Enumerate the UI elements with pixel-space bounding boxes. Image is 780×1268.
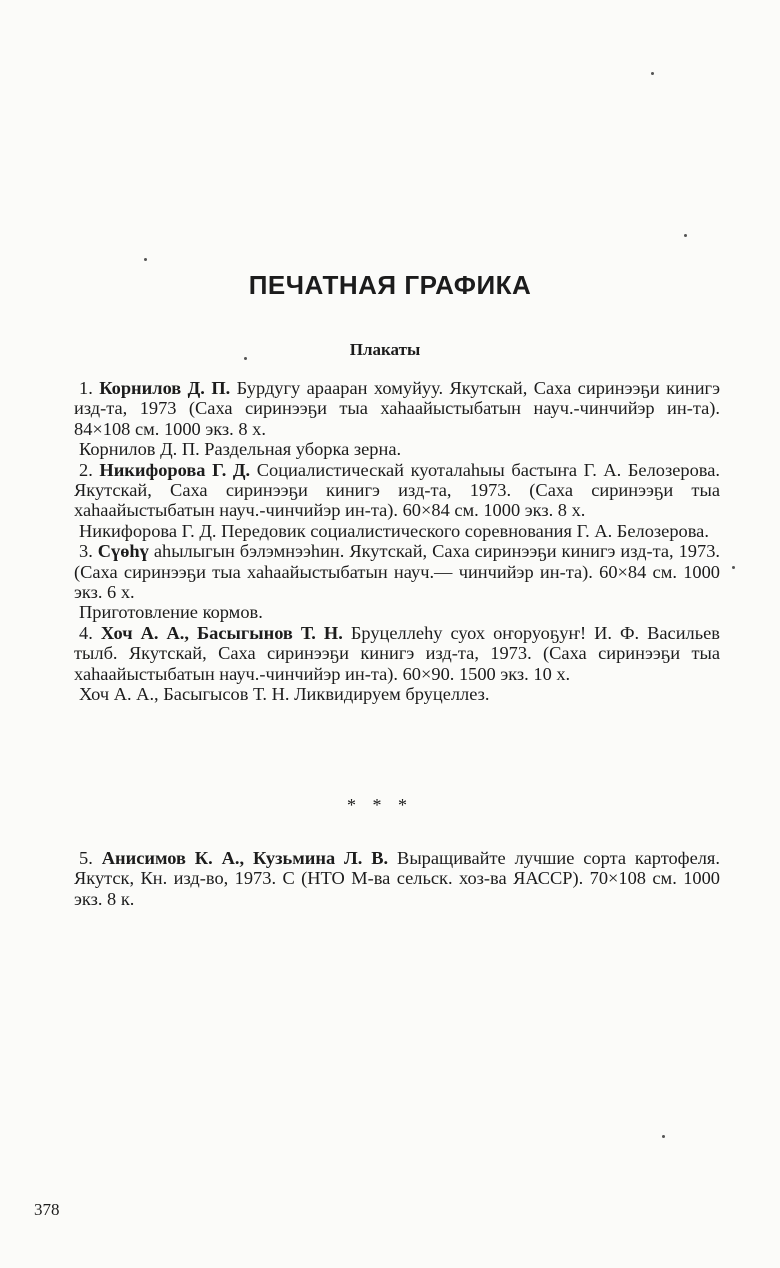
entry-text: Бурдугу арааран хомуйуу. Якутскай, Саха сиринээҕи кинигэ изд-та, 1973 (Саха сиринээҕи тыа хаһаайыстыбатын науч.-чинчийэр ин-та). 84×108 см. 1000 экз. 8 х. <box>74 378 720 439</box>
entry-author: Сүөһү <box>97 541 149 562</box>
entry-number: 3. <box>79 541 93 562</box>
entry-text: Выращивайте лучшие сорта картофеля. Якутск, Кн. изд-во, 1973. С (НТО М-ва сельск. хоз-ва ЯАССР). 70×108 см. 1000 экз. 8 к. <box>74 848 720 909</box>
entry-2 <box>74 460 720 521</box>
entry-number: 5. <box>79 848 93 868</box>
page-number: 378 <box>34 1200 60 1219</box>
entry-2-translation: Никифорова Г. Д. Передовик социалистического соревнования Г. А. Белозерова. <box>79 520 709 541</box>
entries-block <box>74 378 720 705</box>
scan-speck <box>651 72 654 75</box>
entries-block-2 <box>74 848 720 909</box>
section-subtitle: Плакаты <box>349 340 421 359</box>
entry-author: Хоч А. А., Басыгынов Т. Н. <box>100 622 343 643</box>
entry-1-translation: Корнилов Д. П. Раздельная уборка зерна. <box>79 439 402 460</box>
entry-author: Корнилов Д. П. <box>99 378 231 398</box>
entry-4-translation: Хоч А. А., Басыгысов Т. Н. Ликвидируем бруцеллез. <box>79 684 490 705</box>
entry-number: 1. <box>79 378 93 398</box>
entry-author: Никифорова Г. Д. <box>99 459 251 480</box>
entry-3 <box>74 541 720 602</box>
entry-3-translation: Приготовление кормов. <box>79 602 263 623</box>
entry-text: аһылыгын бэлэмнээһин. Якутскай, Саха сиринээҕи кинигэ изд-та, 1973. (Саха сиринээҕи тыа хаһаайыстыбатын науч.— чинчийэр ин-та). 60×84 см. 1000 экз. 6 х. <box>74 541 720 603</box>
entry-4 <box>74 623 720 684</box>
section-separator: * * * <box>347 795 413 815</box>
scan-speck <box>244 357 247 360</box>
entry-author: Анисимов К. А., Кузьмина Л. В. <box>101 848 389 868</box>
entry-number: 4. <box>79 622 93 643</box>
entry-1 <box>74 378 720 439</box>
entry-number: 2. <box>79 459 93 480</box>
entry-5 <box>74 848 720 909</box>
entry-text: Социалистическай куоталаһыы бастыҥа Г. А. Белозерова. Якутскай, Саха сиринээҕи кинигэ изд-та, 1973. (Саха сиринээҕи тыа хаһаайыстыбатын науч.-чинчийэр ин-та). 60×84 см. 1000 экз. 8 х. <box>74 459 720 521</box>
scan-speck <box>684 234 687 237</box>
entry-text: Бруцеллеһу суох оҥоруоҕуҥ! И. Ф. Васильев тылб. Якутскай, Саха сиринээҕи кинигэ изд-та, 1973. (Саха сиринээҕи тыа хаһаайыстыбатын науч.-чинчийэр ин-та). 60×90. 1500 экз. 10 х. <box>74 622 720 684</box>
scan-speck <box>144 258 147 261</box>
page-title: ПЕЧАТНАЯ ГРАФИКА <box>248 270 532 300</box>
scan-speck <box>732 566 735 569</box>
scan-speck <box>662 1135 665 1138</box>
